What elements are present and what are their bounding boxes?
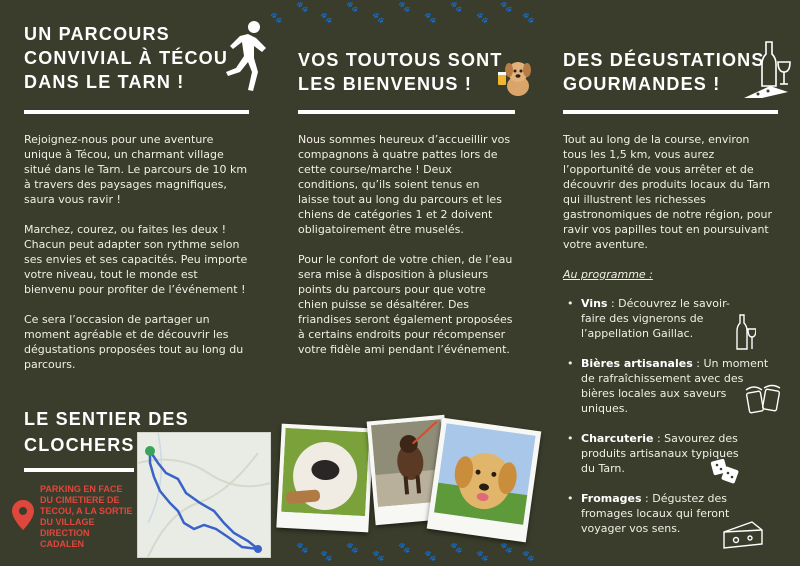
wine-bottle-cheese-icon: [742, 40, 792, 100]
parking-line: TECOU, A LA SORTIE: [40, 506, 133, 516]
parking-line: PARKING EN FACE: [40, 484, 123, 494]
cheese-icon: [722, 518, 764, 550]
parcours-title-line: UN PARCOURS: [24, 24, 170, 44]
toutous-body: [298, 132, 513, 372]
paw-icon: 🐾: [476, 13, 489, 24]
beer-icon: [744, 384, 784, 416]
dog-nose-photo: [276, 424, 373, 533]
section-divider: [563, 110, 778, 114]
route-map: [137, 432, 271, 558]
section-divider: [24, 110, 249, 114]
wine-icon: [732, 313, 756, 353]
paw-icon: 🐾: [320, 551, 333, 562]
sentier-title-line: CLOCHERS: [24, 435, 135, 455]
item-description: : Dégustez des fromages locaux qui feront voyager vos sens.: [581, 492, 730, 535]
degustations-intro: Tout au long de la course, environ tous les 1,5 km, vous aurez l’opportunité de vous arrêter et de découvrir des produits locaux du Tarn qui illustrent les richesses gastronomiques de notre région, pour ravir vos papilles tout en poursuivant votre aventure.: [563, 133, 772, 251]
parcours-body: [24, 132, 250, 387]
paw-icon: 🐾: [296, 2, 309, 13]
toutous-title-line: VOS TOUTOUS SONT: [298, 50, 503, 70]
dog-nose-image: [281, 428, 369, 516]
paw-icon: 🐾: [522, 551, 535, 562]
parcours-title-line: CONVIVIAL À TÉCOU: [24, 48, 229, 68]
item-description: : Savourez des produits artisanaux typiques du Tarn.: [581, 432, 739, 475]
route-map-icon: [138, 433, 270, 557]
item-label: Vins: [581, 297, 608, 310]
item-description: : Découvrez le savoir-faire des vignerons de l’appellation Gaillac.: [581, 297, 730, 340]
sentier-title-line: LE SENTIER DES: [24, 409, 189, 429]
paw-icon: 🐾: [424, 13, 437, 24]
paw-icon: 🐾: [398, 2, 411, 13]
paw-icon: 🐾: [424, 551, 437, 562]
paw-icon: 🐾: [296, 543, 309, 554]
paw-icon: 🐾: [372, 551, 385, 562]
paw-icon: 🐾: [450, 2, 463, 13]
parcours-title-line: DANS LE TARN !: [24, 72, 185, 92]
degustations-title-line: DES DÉGUSTATIONS: [563, 50, 765, 70]
paw-icon: 🐾: [398, 543, 411, 554]
program-title: Au programme :: [563, 268, 653, 281]
toutous-title-line: LES BIENVENUS !: [298, 74, 473, 94]
paw-icon: 🐾: [270, 13, 283, 24]
item-label: Bières artisanales: [581, 357, 693, 370]
location-pin-icon: [12, 500, 34, 530]
dog-with-beer-icon: [496, 58, 534, 98]
degustations-title-line: GOURMANDES !: [563, 74, 721, 94]
parking-info: [40, 484, 140, 550]
paw-icon: 🐾: [346, 2, 359, 13]
item-label: Charcuterie: [581, 432, 654, 445]
runner-icon: [218, 20, 270, 96]
paragraph: Pour le confort de votre chien, de l’eau sera mise à disposition à plusieurs points du parcours pour que votre chien puisse se désaltérer. Des friandises seront également proposées à certains endroits pour récompenser votre fidèle ami pendant l’événement.: [298, 253, 513, 356]
paw-icon: 🐾: [500, 543, 513, 554]
parking-line: DU CIMETIERE DE: [40, 495, 120, 505]
paw-icon: 🐾: [500, 2, 513, 13]
parking-line: DIRECTION: [40, 528, 90, 538]
golden-retriever-image: [434, 423, 536, 525]
paw-icon: 🐾: [372, 13, 385, 24]
item-description: : Un moment de rafraîchissement avec des bières locales aux saveurs uniques.: [581, 357, 769, 415]
section-divider: [298, 110, 515, 114]
paragraph: Marchez, courez, ou faites les deux ! Chacun peut adapter son rythme selon ses envies et ses capacités. Peu importe votre niveau, tout le monde est bienvenu pour profiter de l’événement !: [24, 223, 248, 296]
parking-line: CADALEN: [40, 539, 84, 549]
item-label: Fromages: [581, 492, 642, 505]
paragraph: Ce sera l’occasion de partager un moment agréable et de découvrir les dégustations proposées tout au long du parcours.: [24, 313, 244, 371]
paw-icon: 🐾: [522, 13, 535, 24]
paragraph: Nous sommes heureux d’accueillir vos compagnons à quatre pattes lors de cette course/marche ! Deux conditions, qu’ils soient tenus en laisse tout au long du parcours et les chiens de catégories 1 et 2 doivent obligatoirement être muselés.: [298, 133, 511, 236]
paw-icon: 🐾: [476, 551, 489, 562]
paw-icon: 🐾: [450, 543, 463, 554]
golden-retriever-photo: [427, 418, 542, 543]
program-item-charcuterie: [563, 431, 775, 476]
parking-line: DU VILLAGE: [40, 517, 95, 527]
dice-icon: [710, 456, 740, 486]
paw-icon: 🐾: [346, 543, 359, 554]
section-divider: [24, 468, 134, 472]
paw-icon: 🐾: [320, 13, 333, 24]
paragraph: Rejoignez-nous pour une aventure unique à Técou, un charmant village situé dans le Tarn. Le parcours de 10 km à travers des paysages magnifiques, saura vous ravir !: [24, 133, 248, 206]
